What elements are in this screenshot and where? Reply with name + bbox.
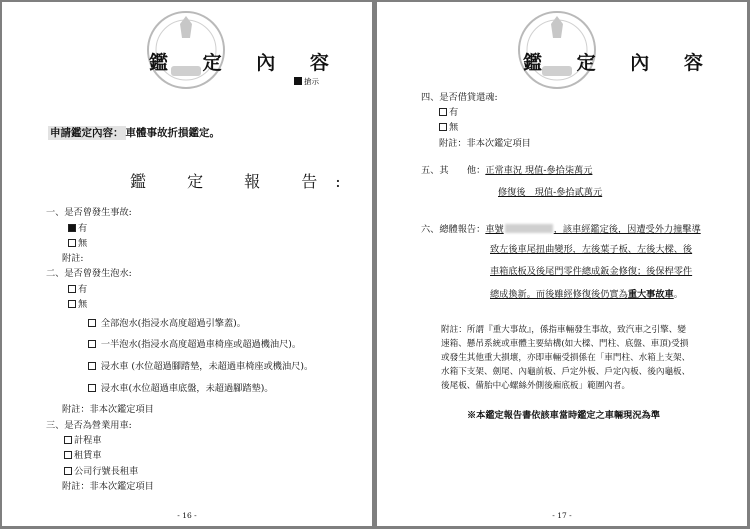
s3-note: 附註：非本次鑑定項目	[62, 481, 154, 492]
legend: 搶示	[294, 76, 319, 87]
checkbox-icon	[88, 340, 96, 348]
checkbox-checked-icon	[68, 224, 76, 232]
s5-repaired-value: 修復後 現值-參拾貳萬元	[498, 187, 603, 198]
s3-option-lease: 公司行號長租車	[64, 467, 138, 476]
checkbox-icon	[88, 384, 96, 392]
note-line-4: 水箱下支架、劍尾、內龜前板、戶定外板、戶定內板、後內龜板、	[441, 367, 691, 377]
s4-yes-option: 有	[439, 108, 458, 117]
apply-label: 申請鑑定內容：	[50, 127, 124, 139]
redacted-plate	[505, 224, 553, 233]
checkbox-icon	[64, 451, 72, 459]
report-title: 鑑 定 報 告:	[130, 172, 359, 191]
section-4-title: 四、是否借貸還魂:	[421, 92, 498, 103]
note-line-3: 或發生其他重大損壞，亦即車輛受損係在「車門柱、水箱上支架、	[441, 353, 691, 363]
note-line-5: 後尾板、備胎中心螺絲外側後廂底板」範圍內者。	[441, 381, 631, 391]
checkbox-icon	[68, 239, 76, 247]
s1-note: 附註:	[62, 253, 84, 264]
s3-option-taxi: 計程車	[64, 436, 102, 445]
s2-yes-option: 有	[68, 285, 87, 294]
s2-no-option: 無	[68, 300, 87, 309]
s3-option-rental: 租賃車	[64, 451, 102, 460]
s1-no-option: 無	[68, 239, 87, 248]
seal-title: 鑑 定 內 容	[523, 52, 717, 74]
section-5-line-1: 五、其 他：正常車況 現值-參拾柒萬元	[421, 165, 593, 176]
apply-line	[48, 125, 220, 140]
s6-line-2: 致左後車尾扭曲變形，左後葉子板、左後大樑、後	[490, 244, 693, 255]
note-line-1: 附註：所謂『重大事故』，係指車輛發生事故，致汽車之引擎、變	[441, 325, 686, 335]
major-accident-label: 重大事故車	[627, 289, 674, 300]
s4-no-option: 無	[439, 123, 458, 132]
checkbox-icon	[439, 108, 447, 116]
s2-option-4: 浸水車(水位超過車底盤，未超過腳踏墊)。	[88, 384, 273, 393]
document-page-right	[377, 2, 747, 526]
s2-option-1: 全部泡水(指浸水高度超過引擎蓋)。	[88, 319, 246, 328]
section-3-title: 三、是否為營業用車:	[46, 420, 132, 431]
note-line-2: 速箱、懸吊系統或車體主要結構(如大樑、門柱、底盤、車頂)受損	[441, 339, 689, 349]
s4-note: 附註：非本次鑑定項目	[439, 138, 531, 149]
checkbox-icon	[88, 319, 96, 327]
seal-title: 鑑 定 內 容	[149, 52, 343, 74]
s2-option-3: 浸水車 (水位超過腳踏墊，未超過車椅座或機油尺)。	[88, 362, 313, 371]
s5-normal-value: 正常車況 現值-參拾柒萬元	[485, 165, 593, 176]
footer-note: ※本鑑定報告書依該車當時鑑定之車輛現況為準	[467, 410, 660, 421]
section-1-title: 一、是否曾發生事故:	[46, 207, 132, 218]
checkbox-icon	[68, 285, 76, 293]
page-number: - 17 -	[552, 511, 572, 520]
section-6-line-1: 六、總體報告：車號 ，該車經鑑定後，因遭受外力撞擊導	[421, 224, 701, 235]
s1-yes-option: 有	[68, 224, 87, 233]
section-2-title: 二、是否曾發生泡水:	[46, 268, 132, 279]
apply-value: 車體事故折損鑑定。	[125, 127, 220, 139]
s2-note: 附註：非本次鑑定項目	[62, 404, 154, 415]
page-number: - 16 -	[177, 511, 197, 520]
checkbox-icon	[439, 123, 447, 131]
s6-line-4: 總成換新。而後雖經修復後仍實為重大事故車。	[490, 289, 683, 300]
document-page-left	[2, 2, 372, 526]
filled-square-icon	[294, 77, 302, 85]
checkbox-icon	[64, 436, 72, 444]
s2-option-2: 一半泡水(指浸水高度超過車椅座或超過機油尺)。	[88, 340, 301, 349]
checkbox-icon	[68, 300, 76, 308]
checkbox-icon	[88, 362, 96, 370]
checkbox-icon	[64, 467, 72, 475]
s6-line-3: 車箱底板及後尾門零件總成鈑金修復；後保桿零件	[490, 266, 693, 277]
